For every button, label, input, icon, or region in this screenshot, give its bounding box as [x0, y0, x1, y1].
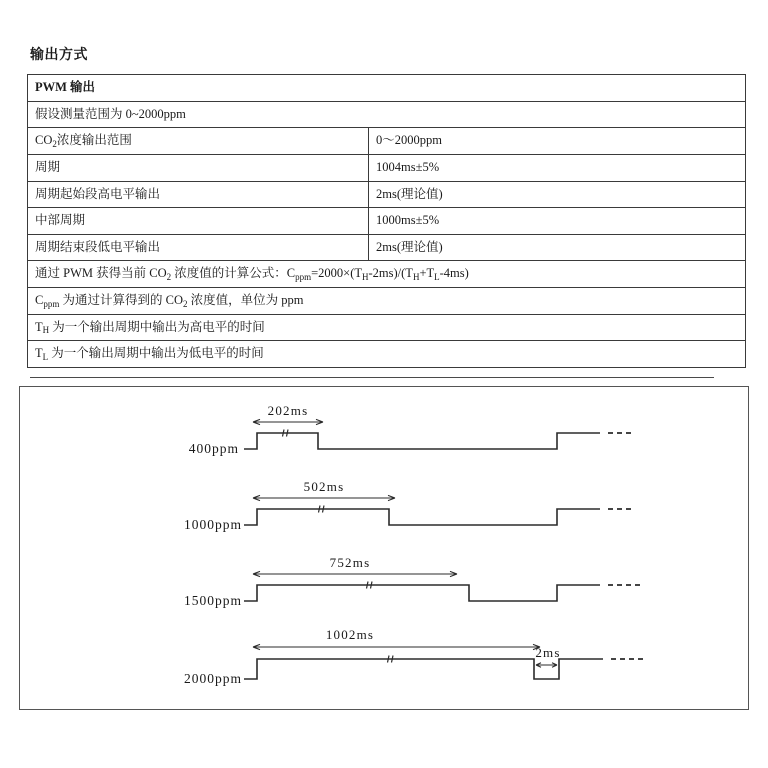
row-value: 2ms(理论值) — [369, 181, 746, 208]
formula-cell: 通过 PWM 获得当前 $CO_2$ 浓度值的计算公式：$C_{ppm}=2000\times(T_H-2ms)/(T_H+T_L-4ms)$ — [28, 261, 746, 288]
pwm-waveform-diagram — [19, 386, 749, 710]
row-label: 周期 — [28, 154, 369, 181]
assumption-cell: 假设测量范围为 0~2000ppm — [28, 101, 746, 128]
table-row — [28, 181, 746, 208]
table-header-pwm-output: PWM 输出 — [28, 75, 746, 102]
waveform-label-400ppm: 400ppm — [188, 441, 239, 456]
row-value: 1000ms±5% — [369, 208, 746, 235]
page-title: 输出方式 — [30, 48, 88, 63]
waveform-1000ppm — [184, 479, 634, 532]
section-divider — [30, 377, 714, 378]
row-label: 周期结束段低电平输出 — [28, 234, 369, 261]
table-row-formula — [28, 261, 746, 288]
row-label: $CO_2$浓度输出范围 — [28, 128, 369, 155]
row-value: 1004ms±5% — [369, 154, 746, 181]
waveform-label-2000ppm: 2000ppm — [183, 671, 242, 686]
table-row — [28, 128, 746, 155]
note-tl: $T_L$ 为一个输出周期中输出为低电平的时间 — [28, 341, 746, 368]
waveform-svg — [20, 387, 750, 711]
dimension-label-202ms: 202ms — [267, 403, 309, 418]
dimension-label-752ms: 752ms — [329, 555, 371, 570]
note-cppm: $C_{ppm}$ 为通过计算得到的 $CO_2$ 浓度值，单位为 ppm — [28, 288, 746, 315]
waveform-label-1500ppm: 1500ppm — [183, 593, 242, 608]
table-row — [28, 208, 746, 235]
table-row-note — [28, 288, 746, 315]
row-label: 中部周期 — [28, 208, 369, 235]
table-row — [28, 154, 746, 181]
pwm-spec-table — [27, 74, 746, 368]
waveform-400ppm — [189, 403, 634, 456]
table-row-note — [28, 341, 746, 368]
dimension-label-1002ms: 1002ms — [325, 627, 375, 642]
waveform-label-1000ppm: 1000ppm — [183, 517, 242, 532]
waveform-1500ppm — [184, 555, 640, 608]
dimension-label-2ms: 2ms — [535, 645, 561, 660]
note-th: $T_H$ 为一个输出周期中输出为高电平的时间 — [28, 314, 746, 341]
row-value: 2ms(理论值) — [369, 234, 746, 261]
row-label: 周期起始段高电平输出 — [28, 181, 369, 208]
table-row-header — [28, 75, 746, 102]
table-row — [28, 234, 746, 261]
table-row-assumption — [28, 101, 746, 128]
waveform-2000ppm — [184, 627, 643, 686]
row-value: 0～2000ppm — [369, 128, 746, 155]
dimension-label-502ms: 502ms — [303, 479, 345, 494]
table-row-note — [28, 314, 746, 341]
